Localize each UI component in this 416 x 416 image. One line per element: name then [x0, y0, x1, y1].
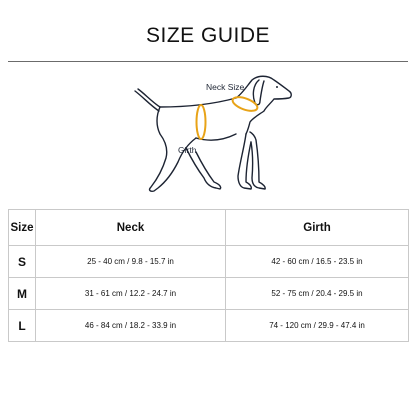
girth-cell: 42 - 60 cm / 16.5 - 23.5 in — [226, 246, 409, 278]
title-divider — [8, 61, 408, 62]
size-cell: M — [9, 278, 36, 310]
dog-measurement-figure — [126, 70, 296, 200]
neck-size-label: Neck Size — [206, 82, 245, 92]
size-cell: L — [9, 310, 36, 342]
neck-cell: 46 - 84 cm / 18.2 - 33.9 in — [36, 310, 226, 342]
neck-cell: 31 - 61 cm / 12.2 - 24.7 in — [36, 278, 226, 310]
table-header-row — [9, 210, 409, 246]
page-title: SIZE GUIDE — [145, 24, 271, 47]
size-table — [8, 209, 409, 342]
header-size: Size — [9, 210, 36, 246]
header-neck: Neck — [36, 210, 226, 246]
girth-cell: 52 - 75 cm / 20.4 - 29.5 in — [226, 278, 409, 310]
girth-cell: 74 - 120 cm / 29.9 - 47.4 in — [226, 310, 409, 342]
size-cell: S — [9, 246, 36, 278]
neck-cell: 25 - 40 cm / 9.8 - 15.7 in — [36, 246, 226, 278]
header-girth: Girth — [226, 210, 409, 246]
girth-label: Girth — [178, 145, 197, 155]
table-row — [9, 310, 409, 342]
table-row — [9, 246, 409, 278]
table-row — [9, 278, 409, 310]
